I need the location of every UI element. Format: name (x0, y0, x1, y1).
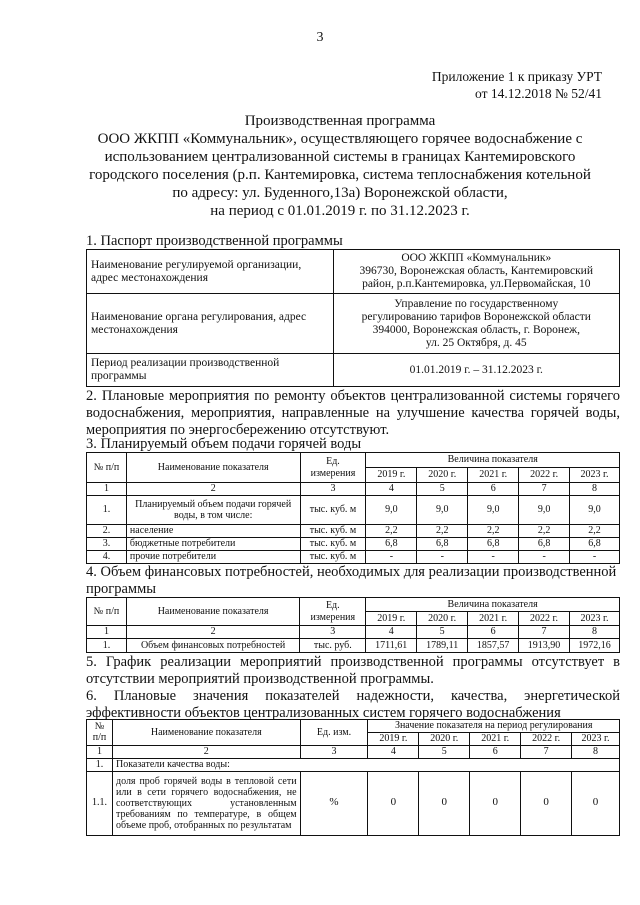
header-year: 2021 г. (470, 732, 521, 745)
passport-value-line: Управление по государственному (394, 297, 559, 310)
header-year: 2020 г. (417, 612, 468, 626)
title-line: ООО ЖКПП «Коммунальник», осуществляющего горячее водоснабжение с (97, 131, 583, 147)
column-number-row (87, 745, 620, 758)
column-number: 8 (570, 626, 620, 639)
header-unit: Ед. измерения (300, 598, 366, 626)
appendix-reference (432, 68, 602, 102)
column-number: 7 (521, 745, 572, 758)
column-number: 4 (366, 483, 417, 496)
row-value: 1857,57 (468, 639, 519, 653)
row-value: 1711,61 (366, 639, 417, 653)
table-row (87, 525, 620, 538)
header-year: 2023 г. (570, 468, 620, 483)
header-name: Наименование показателя (126, 453, 300, 483)
row-num: 1. (87, 496, 127, 525)
title-line: городского поселения (р.п. Кантемировка, система теплоснабжения котельной (89, 167, 591, 183)
table-header-row (87, 453, 620, 468)
appendix-line-2: от 14.12.2018 № 52/41 (475, 86, 602, 101)
column-number: 2 (112, 745, 300, 758)
header-year: 2019 г. (366, 468, 417, 483)
column-number: 3 (300, 745, 368, 758)
section-2-text: 2. Плановые мероприятия по ремонту объектов централизованной системы горячего водоснабжения, мероприятия, направленные на улучшение качества горячей воды, мероприятия по энергосбережению отсутствуют. (86, 388, 620, 438)
section-3-heading: 3. Планируемый объем подачи горячей воды (86, 436, 362, 452)
header-year: 2021 г. (468, 612, 519, 626)
header-year: 2019 г. (366, 612, 417, 626)
column-number-row (87, 483, 620, 496)
row-value: 9,0 (519, 496, 570, 525)
column-number: 2 (126, 626, 299, 639)
row-value: 2,2 (417, 525, 468, 538)
row-num: 2. (87, 525, 127, 538)
row-value: 2,2 (570, 525, 620, 538)
row-unit: тыс. куб. м (300, 496, 366, 525)
passport-label: Наименование регулируемой организации, адрес местонахождения (87, 250, 334, 294)
row-name: Объем финансовых потребностей (126, 639, 299, 653)
row-num: 1.1. (87, 771, 113, 835)
row-name: бюджетные потребители (126, 538, 300, 551)
row-num: 3. (87, 538, 127, 551)
table-row (87, 771, 620, 835)
column-number: 2 (126, 483, 300, 496)
row-value: - (519, 551, 570, 564)
section-6-heading: 6. Плановые значения показателей надежности, качества, энергетической эффективности объектов централизованных систем горячего водоснабжения (86, 688, 620, 721)
header-year: 2021 г. (468, 468, 519, 483)
passport-value (333, 354, 619, 387)
row-value: 0 (368, 771, 419, 835)
column-number: 5 (417, 483, 468, 496)
header-unit: Ед. измерения (300, 453, 366, 483)
column-number: 7 (519, 483, 570, 496)
column-number: 3 (300, 626, 366, 639)
header-value-group: Величина показателя (366, 598, 620, 612)
row-value: 0 (470, 771, 521, 835)
column-number: 8 (572, 745, 620, 758)
page-number: 3 (316, 30, 324, 45)
row-value: 6,8 (417, 538, 468, 551)
row-num: 1. (87, 639, 127, 653)
table-row (87, 639, 620, 653)
row-unit: тыс. куб. м (300, 525, 366, 538)
row-name: доля проб горячей воды в тепловой сети или в сети горячего водоснабжения, не соответствующих установленным требованиям по температуре, в общем объеме проб, отобранных по результатам (112, 771, 300, 835)
row-value: - (366, 551, 417, 564)
table-row (87, 538, 620, 551)
row-value: 0 (419, 771, 470, 835)
table-group-row (87, 758, 620, 771)
header-name: Наименование показателя (126, 598, 299, 626)
header-year: 2023 г. (570, 612, 620, 626)
section-4-heading: 4. Объем финансовых потребностей, необходимых для реализации производственной программы (86, 564, 617, 597)
header-num: № п/п (87, 453, 127, 483)
title-line: использованием централизованной системы в границах Кантемировского (104, 149, 576, 165)
header-year: 2022 г. (519, 468, 570, 483)
row-name: Планируемый объем подачи горячей воды, в том числе: (126, 496, 300, 525)
passport-row (87, 354, 620, 387)
row-value: - (468, 551, 519, 564)
table-header-row (87, 720, 620, 733)
section-5-text: 5. График реализации мероприятий производственной программы отсутствует в отсутствии мероприятий производственной программы. (86, 654, 620, 687)
row-unit: % (300, 771, 368, 835)
passport-value-line: регулированию тарифов Воронежской области (361, 310, 591, 323)
column-number: 3 (300, 483, 366, 496)
column-number: 1 (87, 483, 127, 496)
row-value: 9,0 (417, 496, 468, 525)
row-value: 9,0 (570, 496, 620, 525)
row-value: - (570, 551, 620, 564)
passport-value (333, 250, 619, 294)
column-number: 5 (417, 626, 468, 639)
document-title (60, 112, 620, 220)
passport-label: Наименование органа регулирования, адрес местонахождения (87, 294, 334, 354)
header-year: 2019 г. (368, 732, 419, 745)
financial-needs-table (86, 597, 620, 653)
passport-table (86, 249, 620, 387)
header-year: 2020 г. (417, 468, 468, 483)
row-value: 9,0 (366, 496, 417, 525)
header-year: 2022 г. (521, 732, 572, 745)
passport-value-line: ул. 25 Октября, д. 45 (425, 336, 527, 349)
passport-value-line: ООО ЖКПП «Коммунальник» (401, 252, 552, 264)
passport-label: Период реализации производственной программы (87, 354, 334, 387)
table-row (87, 551, 620, 564)
passport-value-line: 01.01.2019 г. – 31.12.2023 г. (409, 363, 543, 376)
row-value: 0 (521, 771, 572, 835)
header-year: 2022 г. (519, 612, 570, 626)
column-number-row (87, 626, 620, 639)
header-value-group: Значение показателя на период регулирования (368, 720, 620, 733)
row-unit: тыс. куб. м (300, 551, 366, 564)
column-number: 6 (468, 483, 519, 496)
header-value-group: Величина показателя (366, 453, 620, 468)
row-value: 2,2 (366, 525, 417, 538)
table-header-row (87, 598, 620, 612)
column-number: 8 (570, 483, 620, 496)
row-value: 6,8 (519, 538, 570, 551)
appendix-line-1: Приложение 1 к приказу УРТ (431, 69, 602, 84)
row-group-name: Показатели качества воды: (112, 758, 619, 771)
column-number: 7 (519, 626, 570, 639)
title-line: по адресу: ул. Буденного,13а) Воронежской области, (172, 185, 508, 201)
passport-row (87, 294, 620, 354)
passport-row (87, 250, 620, 294)
row-value: 2,2 (468, 525, 519, 538)
column-number: 4 (368, 745, 419, 758)
row-num: 1. (87, 758, 113, 771)
row-value: 6,8 (468, 538, 519, 551)
hot-water-volume-table (86, 452, 620, 564)
row-value: - (417, 551, 468, 564)
header-name: Наименование показателя (112, 720, 300, 746)
row-unit: тыс. куб. м (300, 538, 366, 551)
column-number: 6 (470, 745, 521, 758)
column-number: 4 (366, 626, 417, 639)
row-value: 2,2 (519, 525, 570, 538)
row-value: 1789,11 (417, 639, 468, 653)
header-num: № п/п (87, 598, 127, 626)
row-value: 9,0 (468, 496, 519, 525)
row-value: 0 (572, 771, 620, 835)
row-name: прочие потребители (126, 551, 300, 564)
header-year: 2020 г. (419, 732, 470, 745)
header-num: № п/п (87, 720, 113, 746)
row-value: 6,8 (366, 538, 417, 551)
header-year: 2023 г. (572, 732, 620, 745)
title-line: на период с 01.01.2019 г. по 31.12.2023 г. (210, 203, 470, 219)
row-num: 4. (87, 551, 127, 564)
row-value: 1913,90 (519, 639, 570, 653)
passport-value-line: 394000, Воронежская область, г. Воронеж, (372, 323, 580, 336)
passport-value (333, 294, 619, 354)
header-unit: Ед. изм. (300, 720, 368, 746)
column-number: 1 (87, 745, 113, 758)
table-row (87, 496, 620, 525)
passport-value-line: район, р.п.Кантемировка, ул.Первомайская, 10 (362, 278, 591, 290)
column-number: 6 (468, 626, 519, 639)
column-number: 1 (87, 626, 127, 639)
row-value: 1972,16 (570, 639, 620, 653)
row-name: население (126, 525, 300, 538)
section-1-heading: 1. Паспорт производственной программы (86, 233, 343, 249)
row-value: 6,8 (570, 538, 620, 551)
row-unit: тыс. руб. (300, 639, 366, 653)
quality-indicators-table (86, 719, 620, 836)
column-number: 5 (419, 745, 470, 758)
title-line: Производственная программа (244, 113, 436, 129)
passport-value-line: 396730, Воронежская область, Кантемировский (359, 265, 593, 277)
